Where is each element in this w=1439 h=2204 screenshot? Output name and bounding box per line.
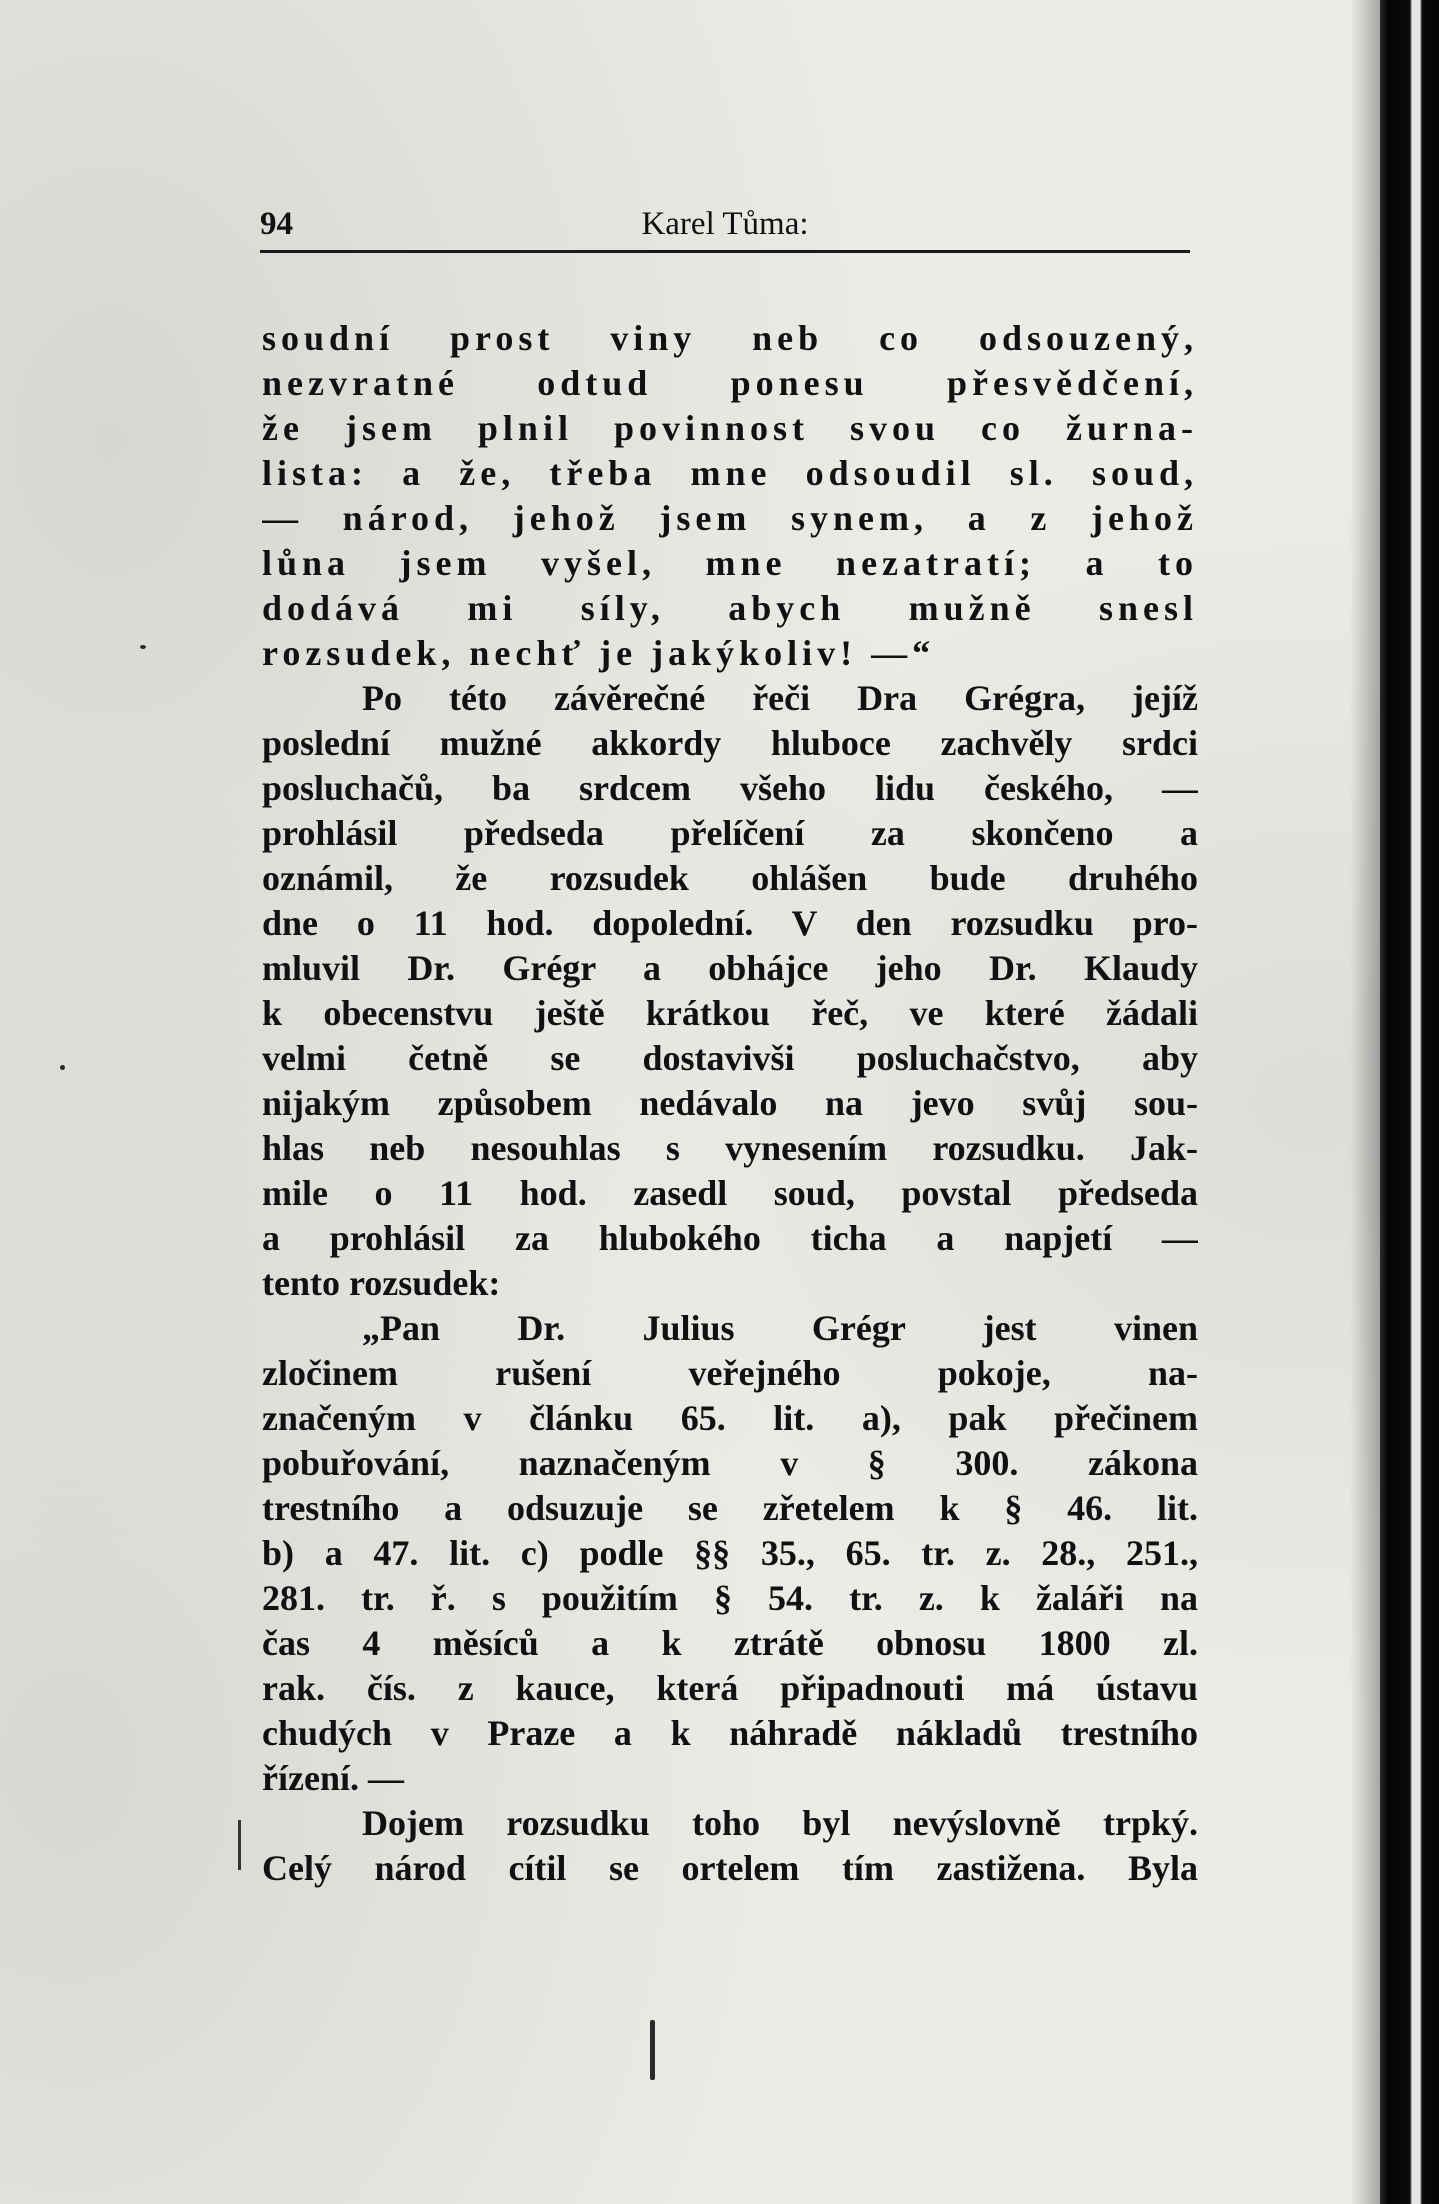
text-line: že jsem plnil povinnost svou co žurna- (262, 408, 1198, 448)
text-line: řízení. — (262, 1758, 404, 1798)
text-line: Po této závěrečné řeči Dra Grégra, jejíž (362, 678, 1198, 718)
text-line: soudní prost viny neb co odsouzený, (262, 318, 1198, 358)
text-line: lůna jsem vyšel, mne nezatratí; a to (262, 543, 1198, 583)
text-line: — národ, jehož jsem synem, a z jehož (262, 498, 1198, 538)
page-header (260, 206, 1190, 253)
text-line: dne o 11 hod. dopolední. V den rozsudku pro- (262, 903, 1198, 943)
scan-speck (650, 2020, 655, 2080)
text-line: mluvil Dr. Grégr a obhájce jeho Dr. Klaudy (262, 948, 1198, 988)
running-head: Karel Tůma: (641, 206, 809, 242)
text-line: tento rozsudek: (262, 1263, 501, 1303)
text-line: chudých v Praze a k náhradě nákladů trestního (262, 1713, 1198, 1753)
text-line: dodává mi síly, abych mužně snesl (262, 588, 1198, 628)
text-line: nijakým způsobem nedávalo na jevo svůj sou- (262, 1083, 1198, 1123)
scan-speck (140, 645, 146, 649)
body-text (262, 316, 1198, 1891)
scan-speck (60, 1065, 65, 1070)
text-line: lista: a že, třeba mne odsoudil sl. soud, (262, 453, 1198, 493)
text-line: hlas neb nesouhlas s vynesením rozsudku. Jak- (262, 1128, 1198, 1168)
text-line: pobuřování, naznačeným v § 300. zákona (262, 1443, 1198, 1483)
margin-mark (238, 1820, 241, 1870)
text-line: poslední mužné akkordy hluboce zachvěly srdci (262, 723, 1198, 763)
text-line: rak. čís. z kauce, která připadnouti má ústavu (262, 1668, 1198, 1708)
page-number: 94 (260, 206, 293, 242)
text-line: b) a 47. lit. c) podle §§ 35., 65. tr. z. 28., 251., (262, 1533, 1198, 1573)
text-line: oznámil, že rozsudek ohlášen bude druhého (262, 858, 1198, 898)
book-gutter (1380, 0, 1439, 2204)
text-line: posluchačů, ba srdcem všeho lidu českého, — (262, 768, 1198, 808)
text-line: „Pan Dr. Julius Grégr jest vinen (362, 1308, 1198, 1348)
text-line: rozsudek, nechť je jakýkoliv! —“ (262, 633, 936, 673)
text-line: trestního a odsuzuje se zřetelem k § 46. lit. (262, 1488, 1198, 1528)
text-line: a prohlásil za hlubokého ticha a napjetí — (262, 1218, 1198, 1258)
text-line: mile o 11 hod. zasedl soud, povstal předseda (262, 1173, 1198, 1213)
text-line: k obecenstvu ještě krátkou řeč, ve které žádali (262, 993, 1198, 1033)
text-line: Celý národ cítil se ortelem tím zastižena. Byla (262, 1848, 1198, 1888)
text-line: velmi četně se dostavivši posluchačstvo, aby (262, 1038, 1198, 1078)
text-line: Dojem rozsudku toho byl nevýslovně trpký. (362, 1803, 1198, 1843)
text-line: 281. tr. ř. s použitím § 54. tr. z. k žaláři na (262, 1578, 1198, 1618)
text-line: značeným v článku 65. lit. a), pak přečinem (262, 1398, 1198, 1438)
text-line: nezvratné odtud ponesu přesvědčení, (262, 363, 1198, 403)
text-line: zločinem rušení veřejného pokoje, na- (262, 1353, 1198, 1393)
text-line: prohlásil předseda přelíčení za skončeno a (262, 813, 1198, 853)
text-line: čas 4 měsíců a k ztrátě obnosu 1800 zl. (262, 1623, 1198, 1663)
